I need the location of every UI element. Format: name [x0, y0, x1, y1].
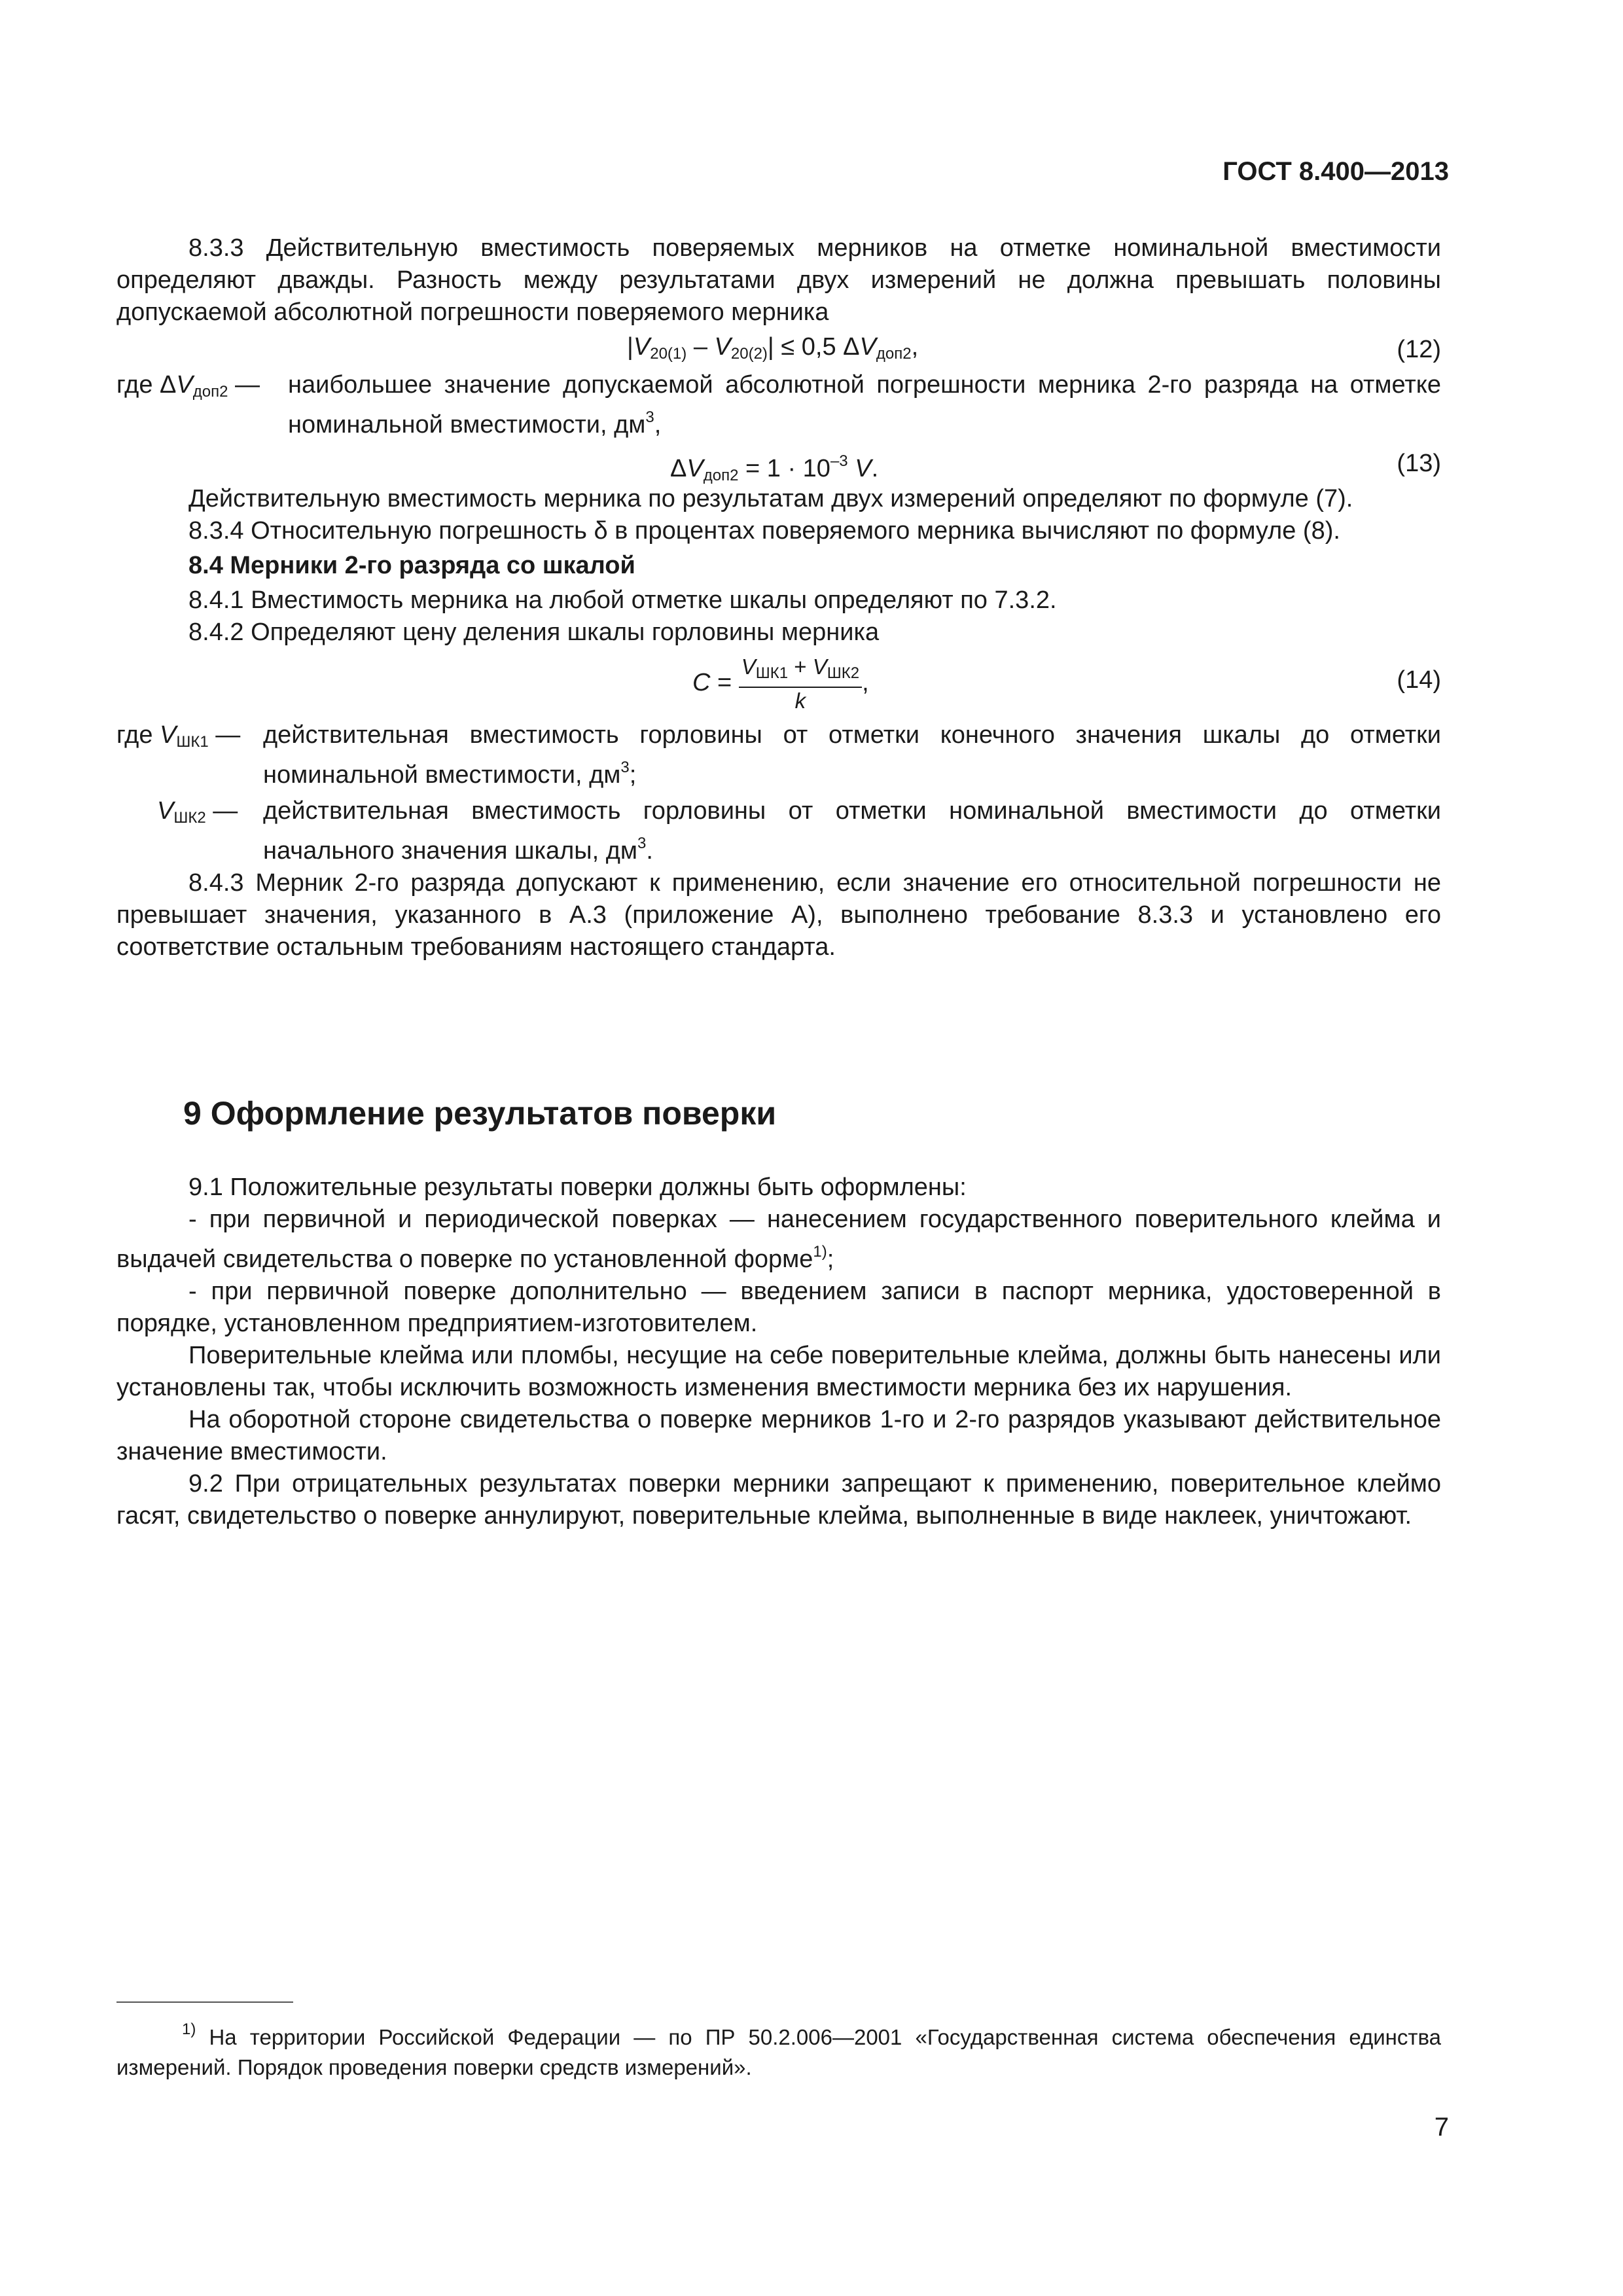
- list-item-periodic-verification: - при первичной и периодической поверках — нанесением государственного поверительного клейма и выдачей свидетельства о поверке по установленной форме$^{1)}$;: [116, 1206, 1441, 1273]
- paragraph-9-1: 9.1 Положительные результаты поверки должны быть оформлены:: [188, 1174, 967, 1201]
- list-item-primary-verification: - при первичной поверке дополнительно — введением записи в паспорт мерника, удостоверенной в порядке, установленном предприятием-изготовителем.: [116, 1278, 1441, 1337]
- heading-section-9: 9 Оформление результатов поверки: [183, 1095, 777, 1132]
- where-14a-text: действительная вместимость горловины от отметки конечного значения шкалы до отметки номинальной вместимости, $дм^3$;: [263, 721, 1441, 789]
- formula-14-numerator: $V_{ШК1} + V_{ШК2}$: [739, 654, 862, 688]
- section-8-block: [116, 232, 1441, 963]
- formula-13: [116, 445, 1441, 483]
- paragraph-8-4-1: 8.4.1 Вместимость мерника на любой отметке шкалы определяют по 7.3.2.: [188, 586, 1057, 614]
- formula-12-expression: $|V_{20(1)} - V_{20(2)}| \le 0,5$ $\Delta V_{доп2}$,: [627, 333, 919, 363]
- heading-8-4: 8.4 Мерники 2-го разряда со шкалой: [188, 552, 635, 579]
- formula-14-fraction: [739, 654, 862, 714]
- paragraph-8-3-4: 8.3.4 Относительную погрешность δ в процентах поверяемого мерника вычисляют по формуле (8).: [188, 517, 1340, 545]
- paragraph-8-4-3: 8.4.3 Мерник 2-го разряда допускают к применению, если значение его относительной погрешности не превышает значения, указанного в А.3 (приложение А), выполнено требование 8.3.3 и установлено его соответствие остальным требованиям настоящего стандарта.: [116, 869, 1441, 961]
- where-14b-lead: $V_{ШК2}$ —: [157, 797, 238, 827]
- formula-14-number: (14): [1397, 666, 1441, 694]
- where-14a-lead: где $V_{ШК1}$ —: [116, 721, 241, 751]
- footnote: [116, 2015, 1441, 2083]
- paragraph-formula-7-ref: Действительную вместимость мерника по результатам двух измерений определяют по формуле (7).: [188, 485, 1353, 512]
- where-12-text: наибольшее значение допускаемой абсолютной погрешности мерника 2-го разряда на отметке номинальной вместимости, $дм^3$,: [288, 371, 1441, 439]
- paragraph-8-3-3: 8.3.3 Действительную вместимость поверяемых мерников на отметке номинальной вместимости определяют дважды. Разность между результатами двух измерений не должна превышать половины допускаемой абсолютной погрешности поверяемого мерника: [116, 234, 1441, 326]
- where-clause-14a: [116, 719, 1441, 791]
- formula-13-number: (13): [1397, 450, 1441, 477]
- where-12-lead: где $\Delta V_{доп2}$ —: [116, 371, 260, 401]
- where-clause-12: [116, 369, 1441, 441]
- formula-12-number: (12): [1397, 336, 1441, 363]
- footnote-text: На территории Российской Федерации — по ПР 50.2.006—2001 «Государственная система обеспечения единства измерений. Порядок проведения поверки средств измерений».: [116, 2025, 1442, 2079]
- paragraph-reverse-side: На оборотной стороне свидетельства о поверке мерников 1-го и 2-го разрядов указывают действительное значение вместимости.: [116, 1406, 1441, 1465]
- section-9-block: [116, 1172, 1441, 1532]
- document-id: ГОСТ 8.400—2013: [1222, 157, 1449, 186]
- formula-14-denominator: k: [794, 689, 806, 713]
- where-14b-text: действительная вместимость горловины от отметки номинальной вместимости до отметки начального значения шкалы, $дм^3$.: [263, 797, 1441, 865]
- formula-14-expression: C = $\frac{V_{ШК1} + V_{ШК2}}{k}$ ,: [692, 655, 869, 713]
- paragraph-8-4-2: 8.4.2 Определяют цену деления шкалы горловины мерника: [188, 619, 880, 646]
- formula-14: [116, 651, 1441, 719]
- footnote-mark: 1): [182, 2020, 196, 2038]
- paragraph-stamps: Поверительные клейма или пломбы, несущие на себе поверительные клейма, должны быть нанесены или установлены так, чтобы исключить возможность изменения вместимости мерника без их нарушения.: [116, 1342, 1441, 1401]
- formula-13-expression: $\Delta V_{доп2} = 1 \cdot 10^{-3}$ V.: [670, 452, 879, 484]
- footnote-separator: [116, 2001, 293, 2003]
- formula-12: [116, 331, 1441, 369]
- paragraph-9-2: 9.2 При отрицательных результатах поверки мерники запрещают к применению, поверительное клеймо гасят, свидетельство о поверке аннулируют, поверительные клейма, выполненные в виде наклеек, уничтожают.: [116, 1470, 1441, 1530]
- page-number: 7: [1434, 2113, 1449, 2142]
- where-clause-14b: [116, 795, 1441, 867]
